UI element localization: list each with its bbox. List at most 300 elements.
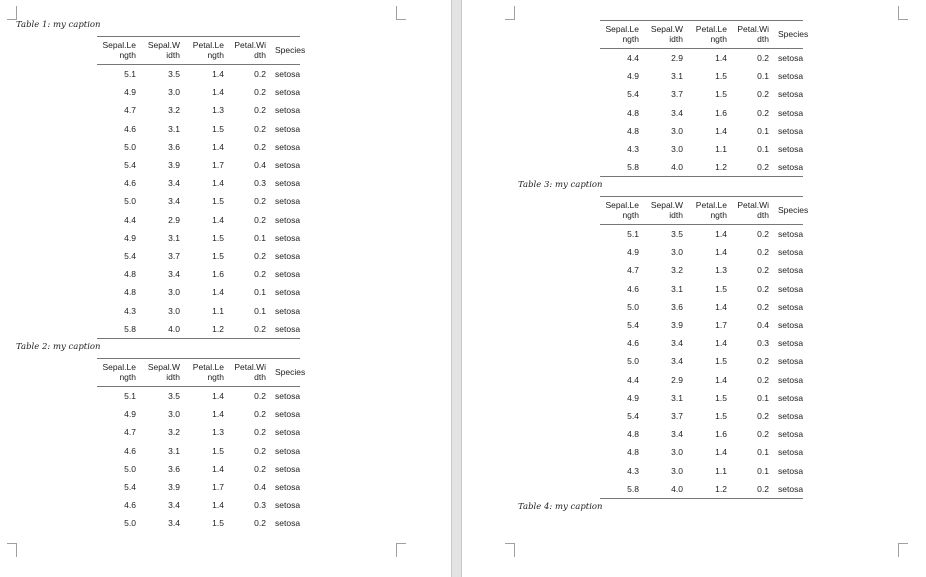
table-header-row <box>97 37 300 65</box>
table-cell: 5.0 <box>627 301 639 312</box>
table-row <box>600 140 803 158</box>
table-row <box>600 334 803 352</box>
table-row <box>600 49 803 68</box>
table-row <box>600 298 803 316</box>
table-cell: 0.2 <box>254 427 266 438</box>
table-cell: setosa <box>275 232 301 243</box>
column-header: Sepal.W idth <box>650 24 683 44</box>
table-cell: 0.2 <box>757 410 769 421</box>
table-row <box>600 243 803 261</box>
table-cell: 4.6 <box>124 178 136 189</box>
table-cell: setosa <box>778 301 804 312</box>
table-cell: setosa <box>275 427 301 438</box>
table-cell: 2.9 <box>671 53 683 64</box>
table-cell: setosa <box>778 429 804 440</box>
table-cell: 0.3 <box>254 178 266 189</box>
table-cell: 3.2 <box>168 427 180 438</box>
document-page-2 <box>462 0 926 577</box>
table-cell: 4.4 <box>627 374 639 385</box>
table-row <box>600 371 803 389</box>
table-cell: 3.4 <box>168 269 180 280</box>
table-row <box>600 480 803 499</box>
table-header-row <box>97 359 300 387</box>
table-cell: 4.8 <box>124 269 136 280</box>
table-cell: setosa <box>778 483 804 494</box>
table-cell: setosa <box>275 463 301 474</box>
crop-mark-bottom-left <box>7 543 17 557</box>
table-cell: 4.6 <box>627 283 639 294</box>
table-1-caption: Table 1: my caption <box>16 20 101 30</box>
table-cell: 5.0 <box>124 463 136 474</box>
table-cell: setosa <box>275 500 301 511</box>
table-cell: 3.9 <box>671 320 683 331</box>
column-header: Petal.Le ngth <box>192 40 224 60</box>
table-cell: 5.4 <box>627 410 639 421</box>
table-header-row <box>600 197 803 225</box>
table-cell: setosa <box>275 518 301 529</box>
table-cell: 4.7 <box>124 427 136 438</box>
table-cell: 4.4 <box>124 214 136 225</box>
table-cell: 0.2 <box>254 445 266 456</box>
table-row <box>600 461 803 479</box>
table-cell: 1.5 <box>212 196 224 207</box>
table-cell: 0.2 <box>254 141 266 152</box>
table-cell: 0.2 <box>254 105 266 116</box>
table-cell: 5.8 <box>627 483 639 494</box>
crop-mark-bottom-left <box>505 543 515 557</box>
table-cell: 3.0 <box>168 87 180 98</box>
table-cell: 0.2 <box>757 89 769 100</box>
table-cell: 0.2 <box>757 247 769 258</box>
table-cell: 4.0 <box>671 162 683 173</box>
table-cell: 5.4 <box>124 160 136 171</box>
column-header: Petal.Le ngth <box>192 362 224 382</box>
table-cell: setosa <box>275 196 301 207</box>
table-cell: 0.3 <box>254 500 266 511</box>
table-cell: 3.4 <box>168 518 180 529</box>
table-cell: setosa <box>778 374 804 385</box>
table-2-part-2 <box>600 20 809 177</box>
table-cell: 4.6 <box>124 123 136 134</box>
table-cell: 3.6 <box>168 463 180 474</box>
table-row <box>97 83 300 101</box>
table-cell: 1.4 <box>212 391 224 402</box>
table-cell: 4.8 <box>627 125 639 136</box>
table-cell: 1.5 <box>212 123 224 134</box>
table-cell: 1.4 <box>212 463 224 474</box>
table-row <box>600 316 803 334</box>
table-row <box>97 423 300 441</box>
column-header: Species <box>275 367 306 377</box>
table-cell: 0.2 <box>254 391 266 402</box>
table-2-part-1 <box>97 358 306 533</box>
table-row <box>97 442 300 460</box>
table-cell: 0.2 <box>254 518 266 529</box>
table-cell: 4.9 <box>124 232 136 243</box>
table-cell: setosa <box>275 87 301 98</box>
table-cell: setosa <box>275 445 301 456</box>
table-cell: 0.1 <box>757 125 769 136</box>
document-page-1 <box>0 0 451 577</box>
table-row <box>97 387 300 406</box>
table-3-caption: Table 3: my caption <box>518 180 603 190</box>
table-cell: setosa <box>778 283 804 294</box>
table-cell: setosa <box>275 69 301 80</box>
crop-mark-bottom-right <box>898 543 908 557</box>
table-row <box>97 514 300 532</box>
table-cell: setosa <box>275 269 301 280</box>
crop-mark-top-left <box>505 6 515 20</box>
table-cell: 5.8 <box>124 323 136 334</box>
table-cell: 1.7 <box>212 482 224 493</box>
table-cell: 1.4 <box>715 247 727 258</box>
table-cell: 1.3 <box>715 265 727 276</box>
table-row <box>97 247 300 265</box>
table-cell: 1.4 <box>715 125 727 136</box>
table-cell: setosa <box>778 125 804 136</box>
table-cell: 3.0 <box>671 125 683 136</box>
table-row <box>97 192 300 210</box>
table-cell: 1.4 <box>715 229 727 240</box>
table-cell: setosa <box>778 447 804 458</box>
table-1 <box>97 36 306 339</box>
table-row <box>600 122 803 140</box>
table-cell: 1.5 <box>715 71 727 82</box>
table-cell: 1.2 <box>715 483 727 494</box>
table-cell: setosa <box>275 214 301 225</box>
table-cell: setosa <box>275 409 301 420</box>
table-cell: 0.2 <box>254 250 266 261</box>
table-cell: 1.6 <box>212 269 224 280</box>
crop-mark-top-left <box>7 6 17 20</box>
table-cell: 4.9 <box>627 247 639 258</box>
table-cell: 4.9 <box>627 392 639 403</box>
table-row <box>600 85 803 103</box>
table-cell: 1.5 <box>715 410 727 421</box>
column-header: Petal.Wi dth <box>234 362 266 382</box>
table-cell: 1.4 <box>715 374 727 385</box>
table-cell: 5.4 <box>124 482 136 493</box>
table-cell: 0.2 <box>757 356 769 367</box>
table-cell: setosa <box>778 71 804 82</box>
table-cell: 0.2 <box>757 265 769 276</box>
table-cell: setosa <box>275 391 301 402</box>
column-header: Sepal.Le ngth <box>102 362 136 382</box>
table-cell: 0.1 <box>254 287 266 298</box>
column-header: Sepal.Le ngth <box>605 24 639 44</box>
table-cell: 4.4 <box>627 53 639 64</box>
table-cell: 4.6 <box>124 445 136 456</box>
table-cell: 3.1 <box>671 283 683 294</box>
table-cell: 5.8 <box>627 162 639 173</box>
table-cell: 0.1 <box>254 232 266 243</box>
column-header: Sepal.W idth <box>147 362 180 382</box>
table-cell: 0.1 <box>757 144 769 155</box>
table-cell: 1.5 <box>212 232 224 243</box>
table-cell: setosa <box>778 144 804 155</box>
table-cell: setosa <box>778 320 804 331</box>
table-cell: 0.1 <box>757 392 769 403</box>
table-cell: 0.4 <box>254 160 266 171</box>
table-cell: 3.4 <box>671 338 683 349</box>
column-header: Petal.Wi dth <box>737 24 769 44</box>
table-cell: 4.7 <box>627 265 639 276</box>
table-cell: 0.2 <box>757 283 769 294</box>
table-cell: setosa <box>275 323 301 334</box>
table-cell: 4.8 <box>124 287 136 298</box>
table-cell: 5.0 <box>124 518 136 529</box>
table-cell: 3.0 <box>168 287 180 298</box>
table-row <box>97 174 300 192</box>
table-cell: 3.6 <box>168 141 180 152</box>
table-row <box>97 496 300 514</box>
table-cell: 3.5 <box>168 391 180 402</box>
table-cell: setosa <box>778 89 804 100</box>
table-cell: setosa <box>778 392 804 403</box>
table-row <box>600 389 803 407</box>
column-header: Petal.Le ngth <box>695 200 727 220</box>
table-cell: 3.1 <box>168 232 180 243</box>
table-cell: 1.5 <box>715 356 727 367</box>
table-row <box>600 280 803 298</box>
table-cell: 5.4 <box>124 250 136 261</box>
table-cell: setosa <box>275 105 301 116</box>
table-cell: 1.4 <box>715 53 727 64</box>
table-cell: 0.2 <box>757 374 769 385</box>
table-cell: 3.7 <box>671 410 683 421</box>
table-cell: setosa <box>778 107 804 118</box>
table-cell: 1.3 <box>212 105 224 116</box>
table-cell: setosa <box>275 482 301 493</box>
table-4-caption: Table 4: my caption <box>518 502 603 512</box>
table-row <box>97 460 300 478</box>
table-cell: setosa <box>778 356 804 367</box>
table-cell: 5.1 <box>124 391 136 402</box>
table-cell: 1.1 <box>212 305 224 316</box>
table-cell: 0.2 <box>254 269 266 280</box>
table-cell: 3.2 <box>168 105 180 116</box>
table-cell: 0.2 <box>757 229 769 240</box>
table-cell: 0.4 <box>254 482 266 493</box>
table-cell: 0.2 <box>254 323 266 334</box>
table-cell: 3.0 <box>168 305 180 316</box>
crop-mark-top-right <box>396 6 406 20</box>
table-cell: 0.2 <box>254 214 266 225</box>
table-cell: 0.1 <box>757 447 769 458</box>
table-row <box>600 158 803 177</box>
table-cell: 3.4 <box>168 196 180 207</box>
table-cell: 0.2 <box>757 53 769 64</box>
table-cell: 1.5 <box>715 89 727 100</box>
table-cell: 1.4 <box>715 447 727 458</box>
table-cell: 3.1 <box>168 123 180 134</box>
table-cell: 1.4 <box>715 301 727 312</box>
table-row <box>97 138 300 156</box>
column-header: Species <box>778 29 809 39</box>
table-cell: 5.0 <box>124 196 136 207</box>
table-cell: 0.1 <box>757 465 769 476</box>
column-header: Species <box>275 45 306 55</box>
table-cell: 1.7 <box>715 320 727 331</box>
table-cell: 5.4 <box>627 320 639 331</box>
table-3 <box>600 196 809 499</box>
table-cell: 1.2 <box>212 323 224 334</box>
table-cell: 3.7 <box>671 89 683 100</box>
column-header: Petal.Wi dth <box>737 200 769 220</box>
table-row <box>97 283 300 301</box>
table-row <box>97 405 300 423</box>
table-cell: 4.3 <box>627 465 639 476</box>
table-cell: 1.5 <box>212 445 224 456</box>
column-header: Species <box>778 205 809 215</box>
table-cell: 5.0 <box>124 141 136 152</box>
table-cell: setosa <box>778 247 804 258</box>
table-row <box>97 478 300 496</box>
table-cell: 4.0 <box>671 483 683 494</box>
table-cell: 3.6 <box>671 301 683 312</box>
table-cell: 3.1 <box>168 445 180 456</box>
table-cell: 3.1 <box>671 392 683 403</box>
table-cell: setosa <box>275 287 301 298</box>
table-header-row <box>600 21 803 49</box>
table-cell: 5.4 <box>627 89 639 100</box>
table-cell: setosa <box>275 250 301 261</box>
table-cell: 1.5 <box>212 250 224 261</box>
column-header: Petal.Le ngth <box>695 24 727 44</box>
column-header: Petal.Wi dth <box>234 40 266 60</box>
table-cell: 3.9 <box>168 160 180 171</box>
table-row <box>97 156 300 174</box>
table-cell: 1.4 <box>212 178 224 189</box>
table-row <box>600 225 803 244</box>
table-cell: 1.6 <box>715 107 727 118</box>
table-cell: 5.0 <box>627 356 639 367</box>
table-cell: 4.8 <box>627 107 639 118</box>
table-cell: setosa <box>275 123 301 134</box>
table-cell: 4.9 <box>627 71 639 82</box>
column-header: Sepal.Le ngth <box>102 40 136 60</box>
table-cell: 1.2 <box>715 162 727 173</box>
table-cell: 1.4 <box>212 69 224 80</box>
table-cell: setosa <box>778 162 804 173</box>
table-row <box>97 265 300 283</box>
table-cell: 3.4 <box>671 107 683 118</box>
table-cell: setosa <box>778 410 804 421</box>
table-cell: 5.1 <box>124 69 136 80</box>
table-cell: 0.2 <box>254 463 266 474</box>
table-row <box>600 425 803 443</box>
table-row <box>97 320 300 339</box>
table-cell: 0.2 <box>757 301 769 312</box>
table-cell: 3.5 <box>671 229 683 240</box>
table-cell: 5.1 <box>627 229 639 240</box>
table-2-caption: Table 2: my caption <box>16 342 101 352</box>
table-cell: 1.1 <box>715 144 727 155</box>
table-cell: 1.5 <box>715 283 727 294</box>
column-header: Sepal.W idth <box>650 200 683 220</box>
table-cell: 3.4 <box>671 356 683 367</box>
table-cell: 3.0 <box>671 447 683 458</box>
table-cell: 3.2 <box>671 265 683 276</box>
table-cell: setosa <box>275 160 301 171</box>
table-cell: 4.9 <box>124 409 136 420</box>
table-row <box>600 104 803 122</box>
table-cell: 4.0 <box>168 323 180 334</box>
table-row <box>97 229 300 247</box>
table-cell: 3.1 <box>671 71 683 82</box>
table-cell: 0.3 <box>757 338 769 349</box>
table-row <box>600 261 803 279</box>
table-cell: 0.2 <box>757 483 769 494</box>
table-cell: 1.4 <box>212 287 224 298</box>
table-cell: setosa <box>778 338 804 349</box>
table-cell: 3.5 <box>168 69 180 80</box>
table-row <box>600 407 803 425</box>
table-cell: 0.2 <box>757 429 769 440</box>
table-cell: 0.4 <box>757 320 769 331</box>
column-header: Sepal.Le ngth <box>605 200 639 220</box>
table-cell: 3.9 <box>168 482 180 493</box>
table-cell: 4.7 <box>124 105 136 116</box>
table-row <box>97 65 300 84</box>
table-cell: 3.0 <box>671 465 683 476</box>
table-cell: 3.7 <box>168 250 180 261</box>
table-row <box>97 211 300 229</box>
table-cell: 1.6 <box>715 429 727 440</box>
table-row <box>97 101 300 119</box>
table-cell: 0.2 <box>254 196 266 207</box>
table-cell: 0.2 <box>254 123 266 134</box>
page-gutter <box>451 0 462 577</box>
table-cell: 0.1 <box>254 305 266 316</box>
table-cell: 0.2 <box>254 409 266 420</box>
table-cell: setosa <box>778 265 804 276</box>
table-row <box>600 67 803 85</box>
table-cell: 1.4 <box>212 214 224 225</box>
table-cell: 4.9 <box>124 87 136 98</box>
table-cell: 4.3 <box>124 305 136 316</box>
table-cell: 2.9 <box>671 374 683 385</box>
table-cell: 1.4 <box>715 338 727 349</box>
table-cell: 1.4 <box>212 409 224 420</box>
table-cell: setosa <box>778 53 804 64</box>
table-cell: 4.6 <box>124 500 136 511</box>
table-row <box>600 352 803 370</box>
crop-mark-bottom-right <box>396 543 406 557</box>
table-cell: 3.0 <box>671 144 683 155</box>
table-cell: 1.4 <box>212 87 224 98</box>
table-cell: 2.9 <box>168 214 180 225</box>
table-row <box>97 120 300 138</box>
table-cell: 1.4 <box>212 500 224 511</box>
table-cell: setosa <box>275 178 301 189</box>
table-row <box>600 443 803 461</box>
table-cell: 0.2 <box>254 87 266 98</box>
table-cell: 1.1 <box>715 465 727 476</box>
table-cell: 0.1 <box>757 71 769 82</box>
table-cell: 4.3 <box>627 144 639 155</box>
table-cell: setosa <box>275 305 301 316</box>
column-header: Sepal.W idth <box>147 40 180 60</box>
crop-mark-top-right <box>898 6 908 20</box>
table-cell: 3.4 <box>168 178 180 189</box>
table-cell: 1.4 <box>212 141 224 152</box>
table-cell: 3.4 <box>671 429 683 440</box>
table-cell: 3.0 <box>168 409 180 420</box>
table-cell: 4.6 <box>627 338 639 349</box>
table-cell: setosa <box>275 141 301 152</box>
table-cell: 3.4 <box>168 500 180 511</box>
